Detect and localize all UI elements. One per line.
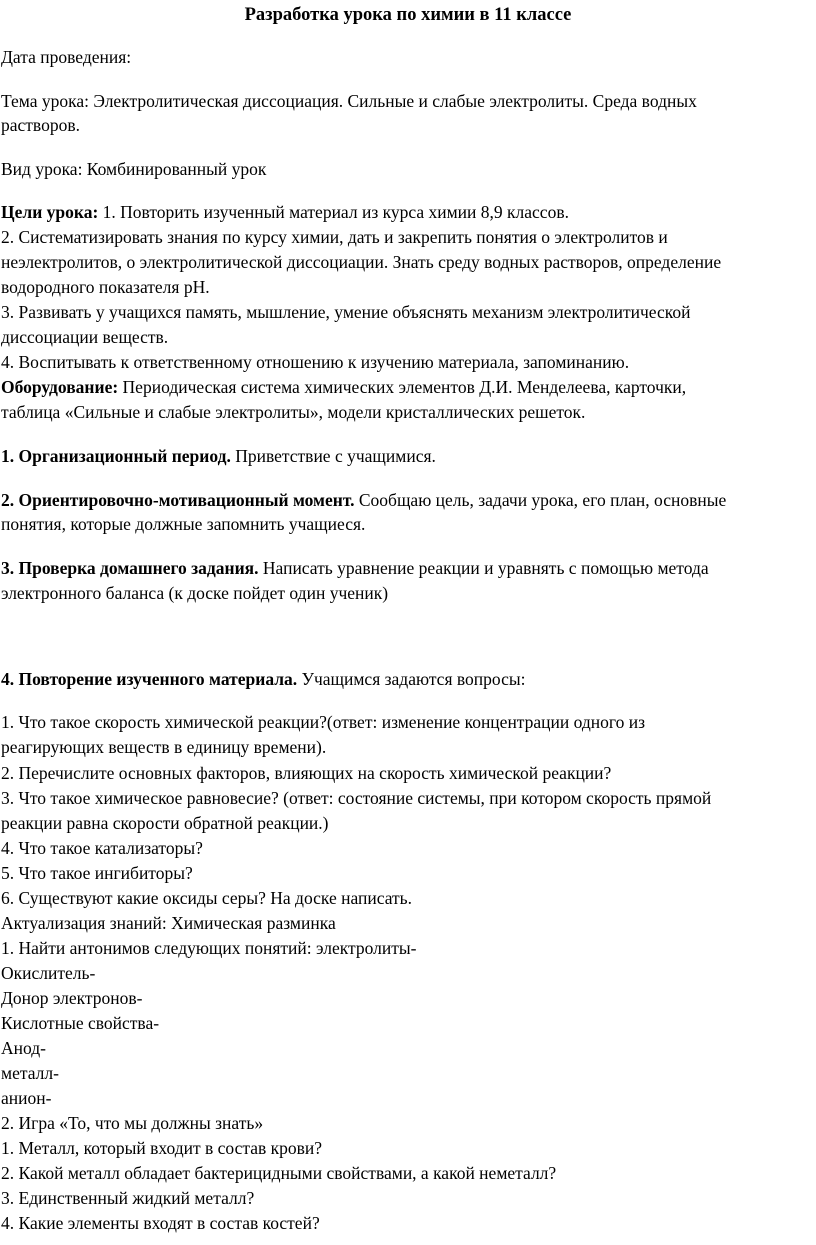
question-line: 1. Металл, который входит в состав крови? — [1, 1138, 323, 1158]
question-line: Донор электронов- — [1, 988, 143, 1008]
goals-line-3: неэлектролитов, о электролитической диссоциации. Знать среду водных растворов, определение — [1, 252, 722, 272]
question-line: Актуализация знаний: Химическая разминка — [1, 913, 336, 933]
stage-2-label: 2. Ориентировочно-мотивационный момент. — [1, 490, 355, 510]
goals-line-6: диссоциации веществ. — [1, 327, 169, 347]
stage-1-text: Приветствие с учащимися. — [230, 446, 436, 466]
stage-4-text: Учащимся задаются вопросы: — [297, 669, 526, 689]
goals-line-7: 4. Воспитывать к ответственному отношению к изучению материала, запоминанию. — [1, 352, 630, 372]
stage-4-label: 4. Повторение изученного материала. — [1, 669, 298, 689]
stage-3-label: 3. Проверка домашнего задания. — [1, 558, 259, 578]
date-line: Дата проведения: — [1, 47, 132, 67]
equipment-text-1: Периодическая система химических элементов Д.И. Менделеева, карточки, — [118, 377, 687, 397]
question-line: Анод- — [1, 1038, 46, 1058]
topic-line-2: растворов. — [1, 115, 80, 135]
question-line: 2. Какой металл обладает бактерицидными свойствами, а какой неметалл? — [1, 1163, 557, 1183]
question-line: 4. Какие элементы входят в состав костей? — [1, 1213, 320, 1233]
question-line: реакции равна скорости обратной реакции.) — [1, 813, 329, 833]
question-line: 6. Существуют какие оксиды серы? На доске написать. — [1, 888, 413, 908]
question-line: 2. Игра «То, что мы должны знать» — [1, 1113, 264, 1133]
equipment-line-1 — [1, 375, 810, 399]
question-line: 4. Что такое катализаторы? — [1, 838, 203, 858]
stage-1-label: 1. Организационный период. — [1, 446, 231, 466]
stage-1 — [1, 444, 810, 468]
equipment-line-2: таблица «Сильные и слабые электролиты», модели кристаллических решеток. — [1, 402, 586, 422]
stage-3-line-2: электронного баланса (к доске пойдет один ученик) — [1, 583, 389, 603]
question-line: 3. Единственный жидкий металл? — [1, 1188, 255, 1208]
lesson-type: Вид урока: Комбинированный урок — [1, 159, 267, 179]
stage-3 — [1, 556, 810, 580]
question-line: 5. Что такое ингибиторы? — [1, 863, 193, 883]
question-line: 1. Найти антонимов следующих понятий: электролиты- — [1, 938, 417, 958]
document-title: Разработка урока по химии в 11 классе — [244, 5, 572, 25]
question-line: Кислотные свойства- — [1, 1013, 160, 1033]
stage-2 — [1, 488, 810, 512]
goals-line-4: водородного показателя pH. — [1, 277, 210, 297]
topic-line-1: Тема урока: Электролитическая диссоциация. Сильные и слабые электролиты. Среда водных — [1, 91, 697, 111]
goals-line-5: 3. Развивать у учащихся память, мышление, умение объяснять механизм электролитической — [1, 302, 691, 322]
equipment-label: Оборудование: — [1, 377, 119, 397]
question-line: металл- — [1, 1063, 59, 1083]
question-line: Окислитель- — [1, 963, 96, 983]
goals-text-1: 1. Повторить изученный материал из курса химии 8,9 классов. — [98, 202, 569, 222]
question-line: анион- — [1, 1088, 52, 1108]
question-line: 1. Что такое скорость химической реакции?(ответ: изменение концентрации одного из — [1, 712, 646, 732]
question-line: 3. Что такое химическое равновесие? (ответ: состояние системы, при котором скорость прямой — [1, 788, 712, 808]
goals-label: Цели урока: — [1, 202, 99, 222]
question-line: 2. Перечислите основных факторов, влияющих на скорость химической реакции? — [1, 763, 612, 783]
question-line: реагирующих веществ в единицу времени). — [1, 737, 327, 757]
stage-2-text: Сообщаю цель, задачи урока, его план, основные — [354, 490, 727, 510]
stage-4 — [1, 667, 810, 691]
goals-line-2: 2. Систематизировать знания по курсу химии, дать и закрепить понятия о электролитов и — [1, 227, 668, 247]
stage-2-line-2: понятия, которые должные запомнить учащиеся. — [1, 514, 366, 534]
stage-3-text: Написать уравнение реакции и уравнять с помощью метода — [258, 558, 709, 578]
goals-line-1 — [1, 200, 810, 224]
